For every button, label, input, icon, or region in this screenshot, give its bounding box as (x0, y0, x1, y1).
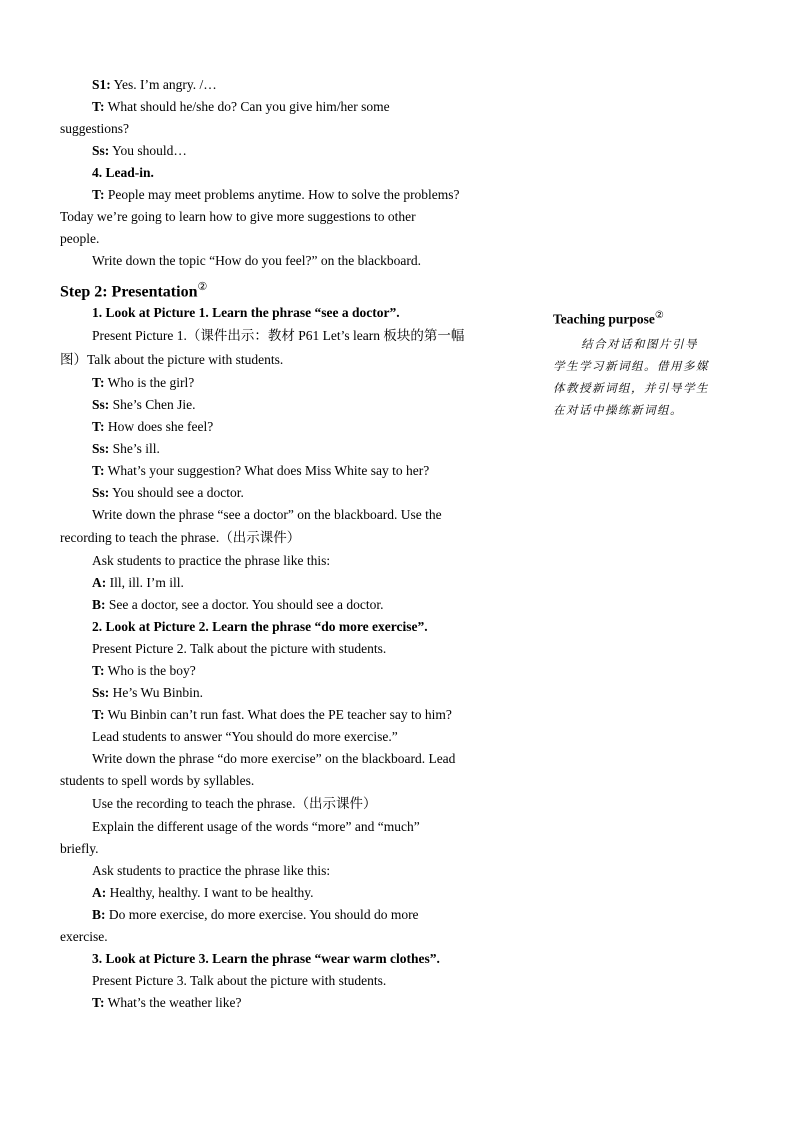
speaker-label: B: (92, 907, 106, 922)
line-text: See a doctor, see a doctor. You should see a doctor. (105, 597, 384, 612)
teaching-purpose-line: 学生学习新词组。借用多媒 (553, 360, 709, 373)
speaker-label: Ss: (92, 685, 110, 700)
instruction-line: Present Picture 2. Talk about the picture with students. (92, 641, 387, 656)
teaching-purpose-body (553, 334, 733, 422)
dialogue-line (60, 184, 540, 206)
dialogue-line (60, 482, 540, 504)
speaker-label: B: (92, 597, 106, 612)
speaker-label: S1: (92, 77, 111, 92)
dialogue-line (60, 704, 540, 726)
speaker-label: T: (92, 707, 105, 722)
dialogue-line (60, 572, 540, 594)
line-text: She’s ill. (109, 441, 160, 456)
instruction-line: Use the recording to teach the phrase.（出示课件） (92, 796, 377, 811)
dialogue-line (60, 992, 540, 1014)
line-text: You should see a doctor. (109, 485, 244, 500)
dialogue-line (60, 140, 540, 162)
line-continuation: Today we’re going to learn how to give more suggestions to other (60, 209, 416, 224)
line-continuation: suggestions? (60, 121, 129, 136)
section-heading-picture-1: 1. Look at Picture 1. Learn the phrase “see a doctor”. (92, 305, 400, 320)
dialogue-line (60, 438, 540, 460)
line-text: Ill, ill. I’m ill. (106, 575, 184, 590)
speaker-label: T: (92, 995, 105, 1010)
section-heading-picture-3: 3. Look at Picture 3. Learn the phrase “wear warm clothes”. (92, 951, 440, 966)
instruction-line: Present Picture 3. Talk about the picture with students. (92, 973, 387, 988)
instruction-line: Explain the different usage of the words “more” and “much” (92, 819, 420, 834)
line-text: Yes. I’m angry. /… (110, 77, 217, 92)
dialogue-line (60, 882, 540, 904)
line-text: What’s your suggestion? What does Miss White say to her? (104, 463, 430, 478)
instruction-line: Write down the topic “How do you feel?” on the blackboard. (92, 253, 421, 268)
section-heading-leadin: 4. Lead-in. (92, 165, 154, 180)
teaching-purpose-line: 体教授新词组，并引导学生 (553, 382, 709, 395)
speaker-label: T: (92, 375, 105, 390)
line-text: People may meet problems anytime. How to solve the problems? (104, 187, 460, 202)
dialogue-line (60, 682, 540, 704)
instruction-line: Lead students to answer “You should do more exercise.” (92, 729, 398, 744)
line-continuation: students to spell words by syllables. (60, 773, 255, 788)
speaker-label: Ss: (92, 441, 110, 456)
dialogue-line (60, 594, 540, 616)
instruction-line: Write down the phrase “do more exercise” on the blackboard. Lead (92, 751, 456, 766)
line-text: He’s Wu Binbin. (109, 685, 203, 700)
speaker-label: Ss: (92, 397, 110, 412)
dialogue-line (60, 372, 540, 394)
step-title (60, 272, 540, 302)
teaching-purpose-title (553, 306, 733, 330)
speaker-label: Ss: (92, 485, 110, 500)
line-text: What should he/she do? Can you give him/her some (104, 99, 390, 114)
instruction-line: Ask students to practice the phrase like this: (92, 863, 331, 878)
footnote-marker: ② (197, 281, 208, 293)
line-text: Wu Binbin can’t run fast. What does the PE teacher say to him? (104, 707, 452, 722)
line-text: How does she feel? (104, 419, 214, 434)
speaker-label: T: (92, 99, 105, 114)
line-text: Who is the girl? (104, 375, 195, 390)
line-continuation: briefly. (60, 841, 99, 856)
dialogue-line (60, 416, 540, 438)
line-text: Do more exercise, do more exercise. You should do more (105, 907, 419, 922)
line-continuation: exercise. (60, 929, 108, 944)
lesson-plan-body (60, 74, 540, 1014)
dialogue-line (60, 460, 540, 482)
teaching-purpose-note (553, 306, 733, 422)
speaker-label: T: (92, 187, 105, 202)
dialogue-line (60, 904, 540, 926)
line-continuation: people. (60, 231, 100, 246)
dialogue-line (60, 660, 540, 682)
speaker-label: A: (92, 575, 107, 590)
speaker-label: Ss: (92, 143, 110, 158)
speaker-label: T: (92, 663, 105, 678)
teaching-purpose-line: 在对话中操练新词组。 (553, 404, 683, 417)
line-text: She’s Chen Jie. (109, 397, 196, 412)
instruction-line: Write down the phrase “see a doctor” on the blackboard. Use the (92, 507, 442, 522)
line-continuation: 图）Talk about the picture with students. (60, 352, 284, 367)
speaker-label: T: (92, 419, 105, 434)
step-title-text: Step 2: Presentation (60, 283, 198, 301)
section-heading-picture-2: 2. Look at Picture 2. Learn the phrase “do more exercise”. (92, 619, 428, 634)
dialogue-line (60, 394, 540, 416)
speaker-label: A: (92, 885, 107, 900)
teaching-purpose-line: 结合对话和图片引导 (581, 338, 698, 351)
footnote-marker: ② (654, 310, 664, 321)
line-text: Who is the boy? (104, 663, 196, 678)
speaker-label: T: (92, 463, 105, 478)
dialogue-line (60, 96, 540, 118)
instruction-line: Present Picture 1.（课件出示：教材 P61 Let’s learn 板块的第一幅 (92, 328, 465, 343)
line-text: You should… (109, 143, 187, 158)
dialogue-line (60, 74, 540, 96)
teaching-purpose-title-text: Teaching purpose (553, 311, 655, 327)
line-text: What’s the weather like? (104, 995, 242, 1010)
line-text: Healthy, healthy. I want to be healthy. (106, 885, 314, 900)
line-continuation: recording to teach the phrase.（出示课件） (60, 530, 301, 545)
instruction-line: Ask students to practice the phrase like this: (92, 553, 331, 568)
